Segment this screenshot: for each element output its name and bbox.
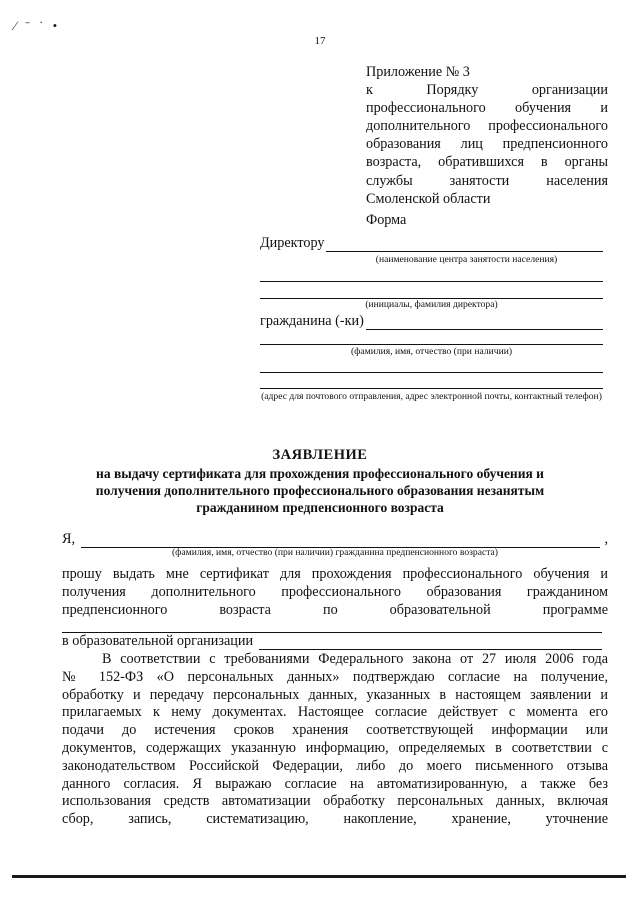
consent-line: № 152-ФЗ «О персональных данных» подтверждаю согласие на получение, (62, 668, 608, 685)
citizen-name-hint: (фамилия, имя, отчество (при наличии) (350, 346, 513, 357)
request-paragraph (62, 566, 608, 619)
request-line: получения дополнительного профессионального образования гражданином (62, 583, 608, 600)
consent-paragraph (62, 651, 608, 829)
scan-artifact-marks: ⁄ ˉ ˙ • (14, 18, 61, 33)
consent-line: В соответствии с требованиями Федерального закона от 27 июля 2006 года (102, 651, 608, 667)
applicant-row (62, 531, 608, 548)
appendix-line: профессионального обучения и (366, 100, 608, 117)
organization-field[interactable] (259, 637, 602, 650)
director-name-hint: (инициалы, фамилия директора) (365, 299, 498, 310)
consent-line: законодательством Российской Федерации, либо до моего письменного отзыва (62, 757, 608, 774)
appendix-line: образования лиц предпенсионного (366, 136, 608, 153)
citizen-name-field[interactable] (366, 317, 603, 330)
appendix-line: дополнительного профессионального (366, 118, 608, 135)
appendix-line: Приложение № 3 (366, 64, 470, 80)
address-line-2[interactable] (260, 388, 603, 389)
director-center-field[interactable] (326, 239, 603, 252)
director-row (260, 235, 603, 252)
consent-line: обработку и передачу персональных данных, указанных в настоящем заявлении и (62, 686, 608, 703)
subtitle-line: гражданином предпенсионного возраста (196, 500, 444, 515)
page-number: 17 (314, 35, 326, 47)
document-title: ЗАЯВЛЕНИЕ (272, 447, 368, 463)
request-line: прошу выдать мне сертификат для прохождения профессионального обучения и (62, 566, 608, 582)
applicant-hint: (фамилия, имя, отчество (при наличии) гражданина предпенсионного возраста) (171, 547, 499, 558)
appendix-line: возраста, обратившихся в органы (366, 154, 608, 171)
appendix-line: службы занятости населения (366, 172, 608, 189)
address-line-1[interactable] (260, 372, 603, 373)
address-hint: (адрес для почтового отправления, адрес электронной почты, контактный телефон) (261, 391, 602, 402)
director-extra-line[interactable] (260, 281, 603, 282)
consent-line: подачи до истечения сроков хранения соответствующей информации или (62, 722, 608, 739)
form-label: Форма (366, 212, 407, 228)
director-center-hint: (наименование центра занятости населения) (375, 254, 558, 265)
organization-label: в образовательной организации (62, 633, 254, 649)
applicant-comma: , (604, 531, 608, 547)
applicant-label: Я, (62, 531, 76, 547)
consent-line: использования средств автоматизации обработку персональных данных, включая (62, 793, 608, 810)
page-bottom-rule (12, 875, 626, 878)
citizen-row (260, 313, 603, 330)
consent-line: сбор, запись, систематизацию, накопление, хранение, уточнение (62, 811, 608, 828)
consent-line: прилагаемых к нему документах. Настоящее согласие действует с момента его (62, 704, 608, 721)
subtitle-line: получения дополнительного профессионального образования незанятым (95, 483, 545, 498)
consent-line: документов, содержащих указанную информацию, определяемых в соответствии с (62, 739, 608, 756)
director-label: Директору (260, 235, 325, 251)
consent-line: данного согласия. Я выражаю согласие на автоматизированную, а также без (62, 775, 608, 792)
document-subtitle (0, 465, 640, 516)
appendix-line: Смоленской области (366, 190, 491, 207)
organization-row (62, 633, 602, 650)
request-line: предпенсионного возраста по образовательной программе (62, 601, 608, 618)
subtitle-line: на выдачу сертификата для прохождения профессионального обучения и (96, 466, 544, 481)
citizen-extra-line[interactable] (260, 344, 603, 345)
appendix-line: к Порядку организации (366, 82, 608, 99)
citizen-label: гражданина (-ки) (260, 313, 364, 329)
appendix-block (366, 63, 608, 208)
